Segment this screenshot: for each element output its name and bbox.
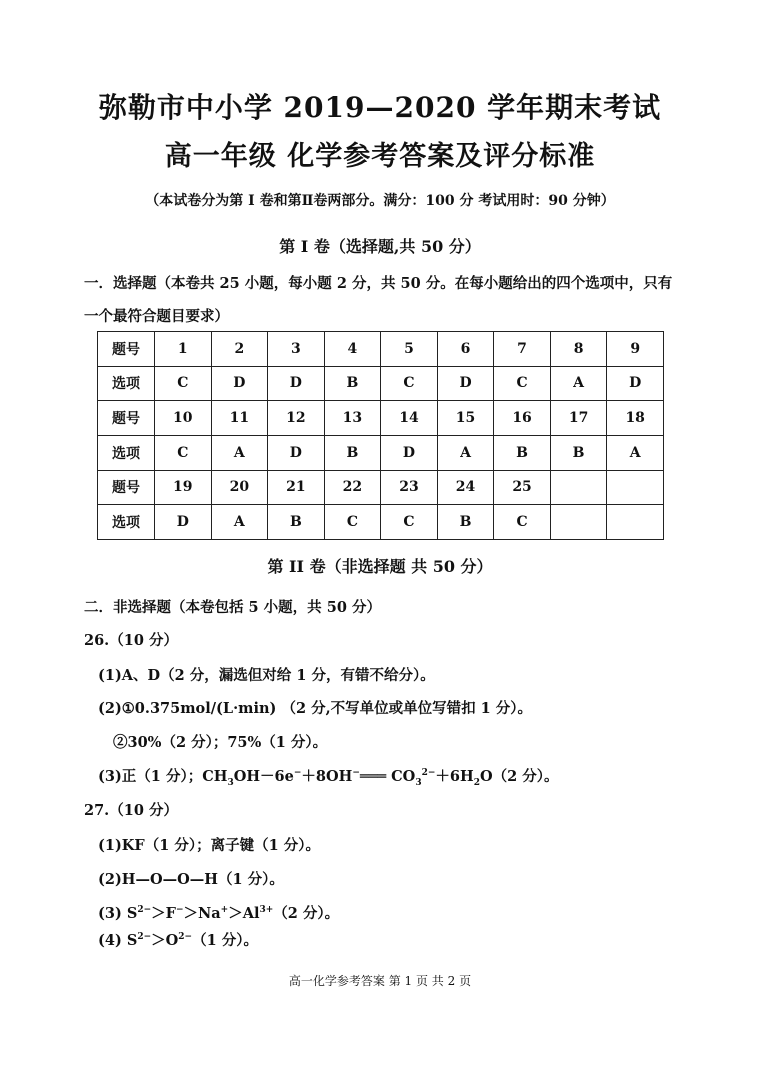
section1-instructions-line1: 一．选择题（本卷共 25 小题，每小题 2 分，共 50 分。在每小题给出的四个选项中，只有 <box>84 275 673 292</box>
q26-a3-sub: 3 <box>227 777 234 788</box>
answer-choice-cell: C <box>494 505 551 540</box>
q27-a3-text: ＞Al <box>228 905 260 922</box>
page-footer: 高一化学参考答案 第 1 页 共 2 页 <box>288 974 472 988</box>
question-number-cell: 14 <box>381 401 438 436</box>
sub-title: 高一年级 化学参考答案及评分标准 <box>164 141 596 172</box>
row-label-question: 题号 <box>98 470 155 505</box>
q27-header: 27.（10 分） <box>84 802 178 819</box>
q27-a3-sup: − <box>175 905 184 916</box>
answer-choice-cell: B <box>494 435 551 470</box>
row-label-question: 题号 <box>98 401 155 436</box>
part1-heading: 第 I 卷（选择题,共 50 分） <box>279 237 481 256</box>
exam-note: （本试卷分为第 I 卷和第Ⅱ卷两部分。满分：100 分 考试用时：90 分钟） <box>145 193 615 209</box>
question-number-cell: 10 <box>155 401 212 436</box>
q27-a3-sup: 3+ <box>259 905 274 916</box>
q27-a3-text: ＞F <box>151 905 176 922</box>
answer-choice-cell <box>607 505 664 540</box>
question-number-cell: 15 <box>437 401 494 436</box>
answer-choice-cell: A <box>211 435 268 470</box>
q26-a3-sup: 2− <box>421 768 436 779</box>
answer-choice-cell: D <box>607 366 664 401</box>
answer-choice-cell: D <box>268 366 325 401</box>
question-number-cell: 9 <box>607 332 664 367</box>
q27-a4-sup: 2− <box>178 932 193 943</box>
question-number-cell: 8 <box>550 332 607 367</box>
section2-title: 二．非选择题（本卷包括 5 小题，共 50 分） <box>84 599 381 616</box>
q27-answer-4 <box>98 929 258 950</box>
answer-choice-cell: A <box>437 435 494 470</box>
question-number-cell: 11 <box>211 401 268 436</box>
answer-choice-cell: B <box>437 505 494 540</box>
q26-answer-3 <box>98 765 558 786</box>
q26-answer-1: (1)A、D（2 分，漏选但对给 1 分，有错不给分）。 <box>98 667 435 684</box>
answer-row <box>98 366 664 401</box>
q26-a3-text: ═══ CO <box>359 768 416 785</box>
question-number-cell: 16 <box>494 401 551 436</box>
row-label-answer: 选项 <box>98 366 155 401</box>
q27-a4-text: （1 分）。 <box>192 932 258 949</box>
question-number-cell: 17 <box>550 401 607 436</box>
q27-answer-3 <box>98 902 339 923</box>
q26-answer-2b: ②30%（2 分）；75%（1 分）。 <box>113 734 328 751</box>
answer-choice-cell: D <box>437 366 494 401</box>
q26-a3-text: (3)正（1 分）；CH <box>98 768 228 785</box>
q26-a3-sup: − <box>293 768 302 779</box>
answer-choice-cell: D <box>268 435 325 470</box>
q26-a3-text: ＋8OH <box>301 768 353 785</box>
question-number-cell: 7 <box>494 332 551 367</box>
q26-answer-2: (2)①0.375mol/(L·min) （2 分,不写单位或单位写错扣 1 分）。 <box>98 700 533 717</box>
question-number-cell: 1 <box>155 332 212 367</box>
q27-a3-text: (3) S <box>98 905 138 922</box>
answer-choice-cell: B <box>550 435 607 470</box>
question-number-cell: 20 <box>211 470 268 505</box>
q27-a3-sup: 2− <box>137 905 152 916</box>
question-number-row <box>98 470 664 505</box>
question-number-cell: 6 <box>437 332 494 367</box>
row-label-question: 题号 <box>98 332 155 367</box>
row-label-answer: 选项 <box>98 435 155 470</box>
q26-a3-text: O（2 分）。 <box>479 768 559 785</box>
question-number-cell: 13 <box>324 401 381 436</box>
q26-a3-text: OH－6e <box>233 768 294 785</box>
q26-a3-sup: − <box>352 768 360 779</box>
question-number-cell: 3 <box>268 332 325 367</box>
q27-a4-sup: 2− <box>137 932 152 943</box>
answer-choice-cell <box>550 505 607 540</box>
answer-choice-cell: A <box>550 366 607 401</box>
part2-heading: 第 II 卷（非选择题 共 50 分） <box>267 557 493 576</box>
question-number-cell: 22 <box>324 470 381 505</box>
question-number-cell: 25 <box>494 470 551 505</box>
answer-choice-cell: D <box>381 435 438 470</box>
answer-choice-cell: B <box>324 435 381 470</box>
q27-a3-text: ＞Na <box>183 905 221 922</box>
question-number-row <box>98 401 664 436</box>
answer-choice-cell: C <box>494 366 551 401</box>
answer-table <box>97 331 664 540</box>
answer-row <box>98 505 664 540</box>
q26-a3-text: ＋6H <box>435 768 474 785</box>
answer-choice-cell: D <box>155 505 212 540</box>
answer-choice-cell: B <box>324 366 381 401</box>
question-number-cell: 23 <box>381 470 438 505</box>
question-number-cell: 12 <box>268 401 325 436</box>
q26-header: 26.（10 分） <box>84 632 178 649</box>
question-number-cell: 19 <box>155 470 212 505</box>
question-number-row <box>98 332 664 367</box>
question-number-cell <box>550 470 607 505</box>
answer-choice-cell: C <box>324 505 381 540</box>
q27-a3-text: （2 分）。 <box>273 905 340 922</box>
question-number-cell: 5 <box>381 332 438 367</box>
q27-answer-1: (1)KF（1 分）；离子键（1 分）。 <box>98 837 320 854</box>
main-title: 弥勒市中小学 2019—2020 学年期末考试 <box>98 91 662 124</box>
q26-a3-sub: 3 <box>415 777 422 788</box>
row-label-answer: 选项 <box>98 505 155 540</box>
question-number-cell: 2 <box>211 332 268 367</box>
answer-choice-cell: C <box>381 366 438 401</box>
answer-choice-cell: C <box>155 435 212 470</box>
answer-choice-cell: C <box>381 505 438 540</box>
answer-row <box>98 435 664 470</box>
question-number-cell: 24 <box>437 470 494 505</box>
q27-a3-sup: + <box>220 905 229 916</box>
q27-a4-text: (4) S <box>98 932 138 949</box>
answer-choice-cell: C <box>155 366 212 401</box>
question-number-cell: 18 <box>607 401 664 436</box>
answer-choice-cell: D <box>211 366 268 401</box>
q27-answer-2: (2)H—O—O—H（1 分）。 <box>98 871 284 888</box>
answer-choice-cell: A <box>607 435 664 470</box>
q27-a4-text: ＞O <box>151 932 179 949</box>
section1-instructions-line2: 一个最符合题目要求） <box>84 308 229 325</box>
question-number-cell: 21 <box>268 470 325 505</box>
question-number-cell: 4 <box>324 332 381 367</box>
answer-choice-cell: A <box>211 505 268 540</box>
answer-choice-cell: B <box>268 505 325 540</box>
question-number-cell <box>607 470 664 505</box>
q26-a3-sub: 2 <box>473 777 480 788</box>
